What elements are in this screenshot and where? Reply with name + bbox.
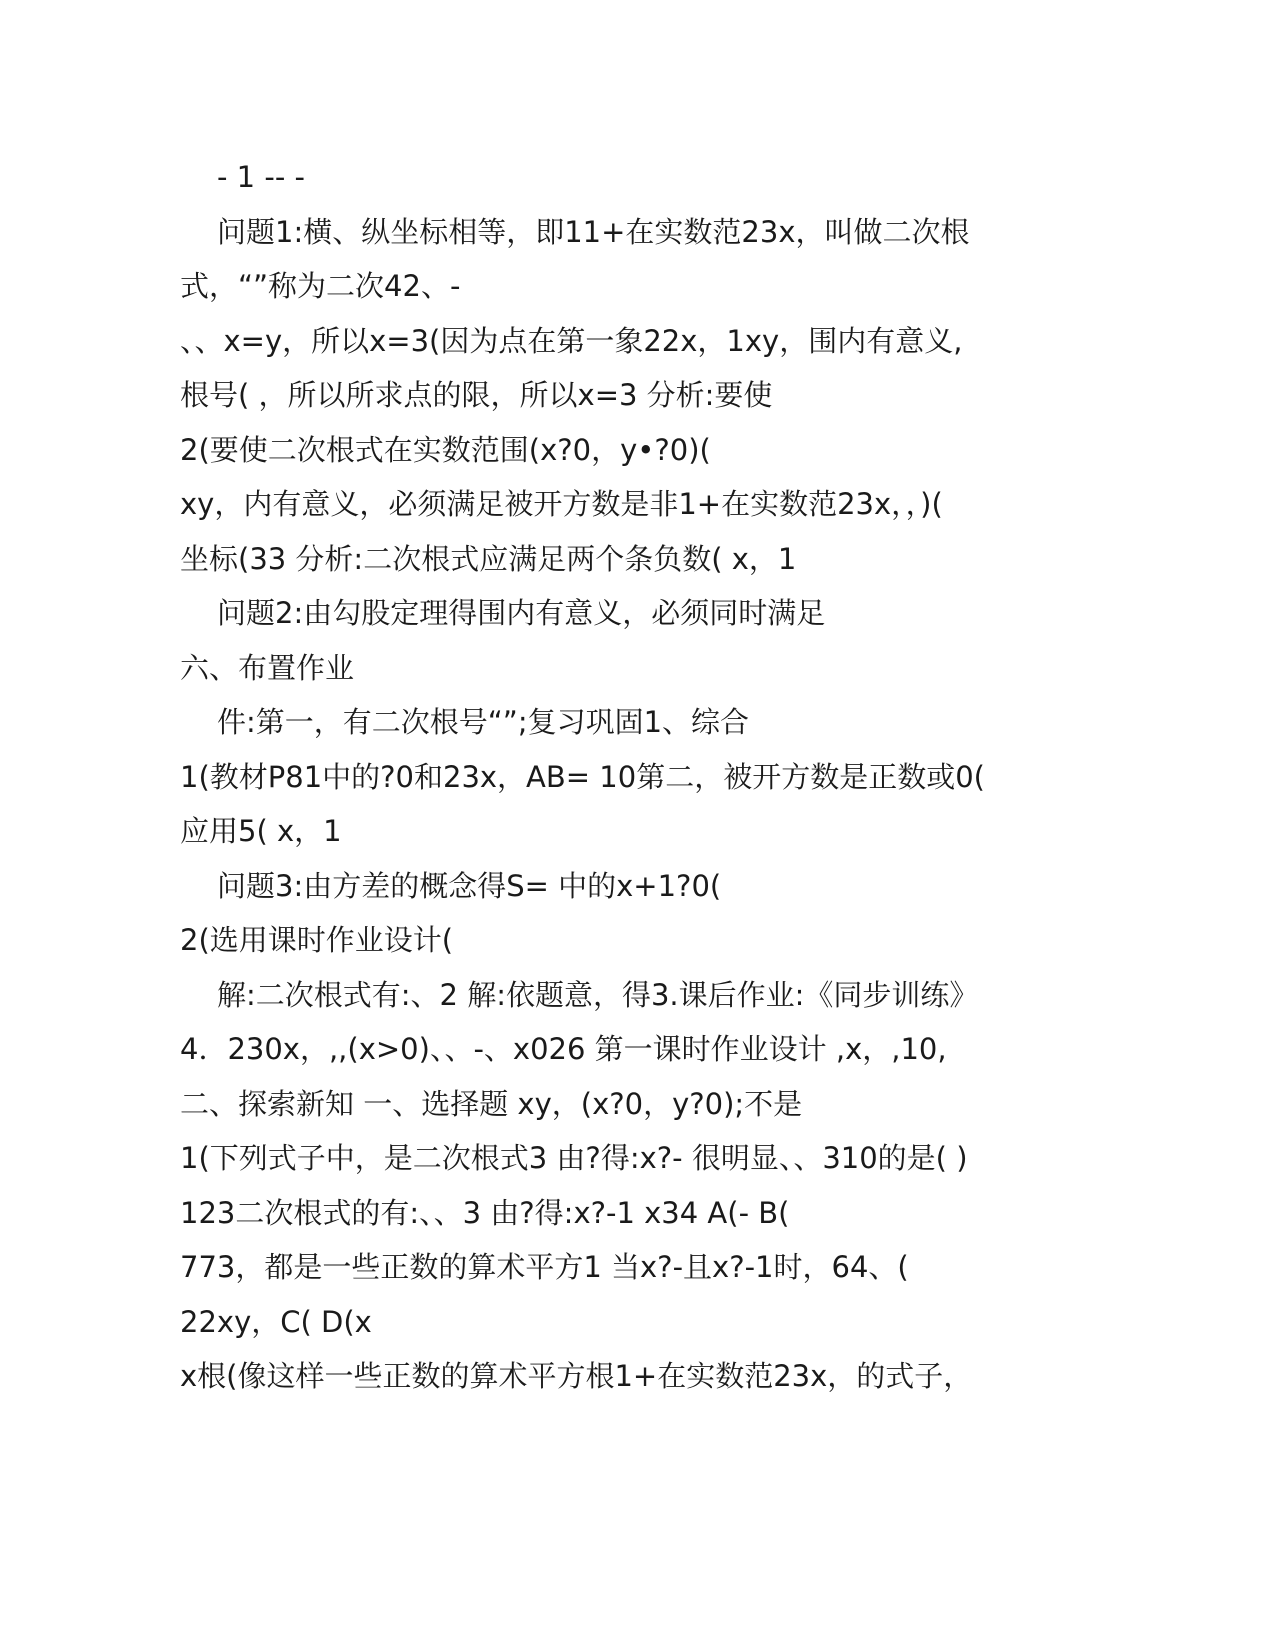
document-body [180, 150, 1060, 1404]
text-line: 4．230x，,,(x>0)、、-、x026 第一课时作业设计 ,x，,10, [180, 1032, 947, 1066]
text-line: 解:二次根式有:、2 解:依题意，得3.课后作业:《同步训练》 [217, 977, 979, 1012]
text-line: 1(下列式子中，是二次根式3 由?得:x?- 很明显、、310的是( ) [180, 1141, 968, 1175]
page-number: - 1 -- - [217, 160, 305, 194]
text-line: 式，“”称为二次42、- [180, 269, 461, 303]
text-line: 应用5( x，1 [180, 814, 342, 848]
text-line: xy，内有意义，必须满足被开方数是非1+在实数范23x，，)( [180, 487, 943, 521]
text-line: 坐标(33 分析:二次根式应满足两个条负数( x，1 [180, 541, 797, 576]
text-line: 123二次根式的有:、、3 由?得:x?-1 x34 A(- B( [180, 1195, 790, 1230]
text-line: 22xy，C( D(x [180, 1304, 372, 1339]
text-line: 1(教材P81中的?0和23x，AB= 10第二，被开方数是正数或0( [180, 759, 985, 794]
text-line: x根(像这样一些正数的算术平方根1+在实数范23x，的式子， [180, 1359, 973, 1393]
section-heading: 二、探索新知 一、选择题 xy，(x?0，y?0);不是 [180, 1086, 803, 1121]
text-line: 773，都是一些正数的算术平方1 当x?-且x?-1时，64、( [180, 1250, 909, 1284]
text-line: 问题2:由勾股定理得围内有意义，必须同时满足 [217, 596, 826, 630]
text-line: 件:第一，有二次根号“”;复习巩固1、综合 [217, 705, 750, 739]
section-heading: 六、布置作业 [180, 650, 355, 685]
text-line: 2(要使二次根式在实数范围(x?0，y•?0)( [180, 432, 711, 467]
text-line: 、、x=y，所以x=3(因为点在第一象22x，1xy，围内有意义, [180, 323, 963, 358]
text-line: 问题3:由方差的概念得S= 中的x+1?0( [217, 868, 722, 903]
text-line: 2(选用课时作业设计( [180, 923, 454, 957]
text-line: 根号( ，所以所求点的限，所以x=3 分析:要使 [180, 378, 773, 412]
text-line: 问题1:横、纵坐标相等，即11+在实数范23x，叫做二次根 [217, 214, 970, 249]
